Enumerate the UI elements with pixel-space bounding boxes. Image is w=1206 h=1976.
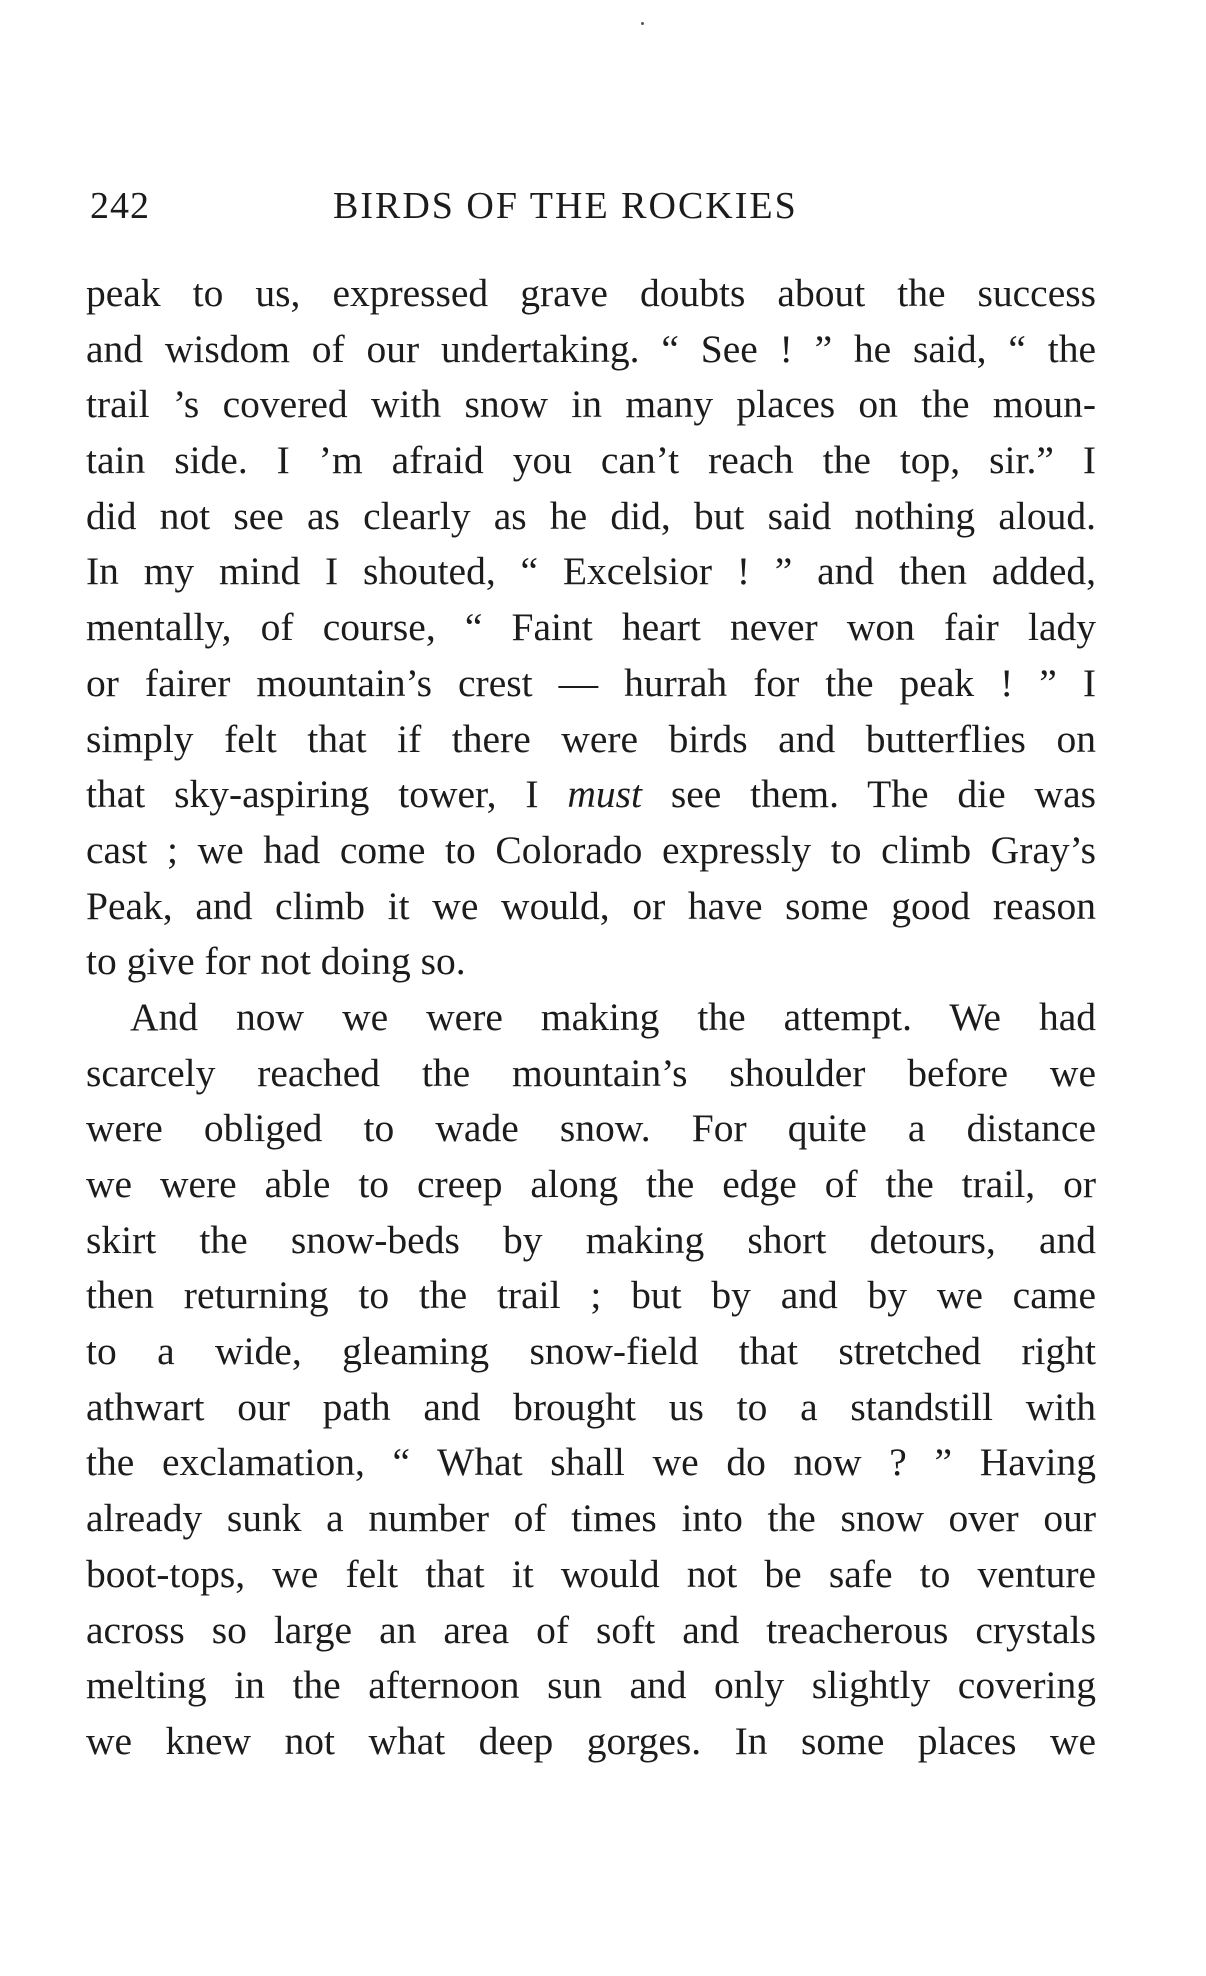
- text-line: melting in the afternoon sun and only slightly covering: [86, 1663, 1096, 1708]
- text-line: scarcely reached the mountain’s shoulder before we: [86, 1050, 1096, 1095]
- text-line: boot-tops, we felt that it would not be safe to venture: [86, 1551, 1096, 1596]
- text-line: we were able to creep along the edge of the trail, or: [86, 1162, 1096, 1206]
- text-line: tain side. I ’m afraid you can’t reach the top, sir.” I: [86, 438, 1096, 483]
- text-line: the exclamation, “ What shall we do now ? ” Having: [86, 1440, 1096, 1485]
- text-line: mentally, of course, “ Faint heart never won fair lady: [86, 605, 1096, 650]
- text-line: skirt the snow-beds by making short detours, and: [86, 1217, 1096, 1262]
- text-line: Peak, and climb it we would, or have some good reason: [86, 883, 1096, 928]
- text-line: peak to us, expressed grave doubts about the success: [86, 271, 1096, 315]
- running-head: [90, 176, 870, 236]
- text-line: athwart our path and brought us to a standstill with: [86, 1384, 1096, 1429]
- text-fragment: that sky-aspiring tower, I: [86, 772, 568, 817]
- text-line: and wisdom of our undertaking. “ See ! ” he said, “ the: [86, 326, 1096, 371]
- running-title: BIRDS OF THE ROCKIES: [333, 185, 798, 227]
- text-line-with-emphasis: [86, 767, 1096, 823]
- paragraph-start-line: And now we were making the attempt. We had: [130, 994, 1096, 1039]
- text-line: In my mind I shouted, “ Excelsior ! ” and then added,: [86, 549, 1096, 594]
- page-number: 242: [90, 185, 150, 227]
- text-line: or fairer mountain’s crest — hurrah for the peak ! ” I: [86, 660, 1096, 705]
- text-line: across so large an area of soft and treacherous crystals: [86, 1607, 1096, 1652]
- text-line: cast ; we had come to Colorado expressly to climb Gray’s: [86, 827, 1096, 872]
- body-text: [86, 266, 1096, 1770]
- text-line: trail ’s covered with snow in many places on the moun-: [86, 382, 1096, 427]
- text-line: simply felt that if there were birds and butterflies on: [86, 716, 1096, 761]
- text-line: were obliged to wade snow. For quite a distance: [86, 1106, 1096, 1151]
- text-line: already sunk a number of times into the snow over our: [86, 1496, 1096, 1541]
- text-line: then returning to the trail ; but by and by we came: [86, 1273, 1096, 1318]
- paper-speck: [641, 22, 644, 25]
- emphasized-word: must: [567, 772, 642, 817]
- paragraph-end-line: to give for not doing so.: [86, 939, 466, 984]
- text-line: we knew not what deep gorges. In some places we: [86, 1718, 1096, 1763]
- text-line: did not see as clearly as he did, but said nothing aloud.: [86, 493, 1096, 538]
- text-fragment: see them. The die was: [641, 772, 1096, 817]
- text-line: to a wide, gleaming snow-field that stretched right: [86, 1329, 1096, 1374]
